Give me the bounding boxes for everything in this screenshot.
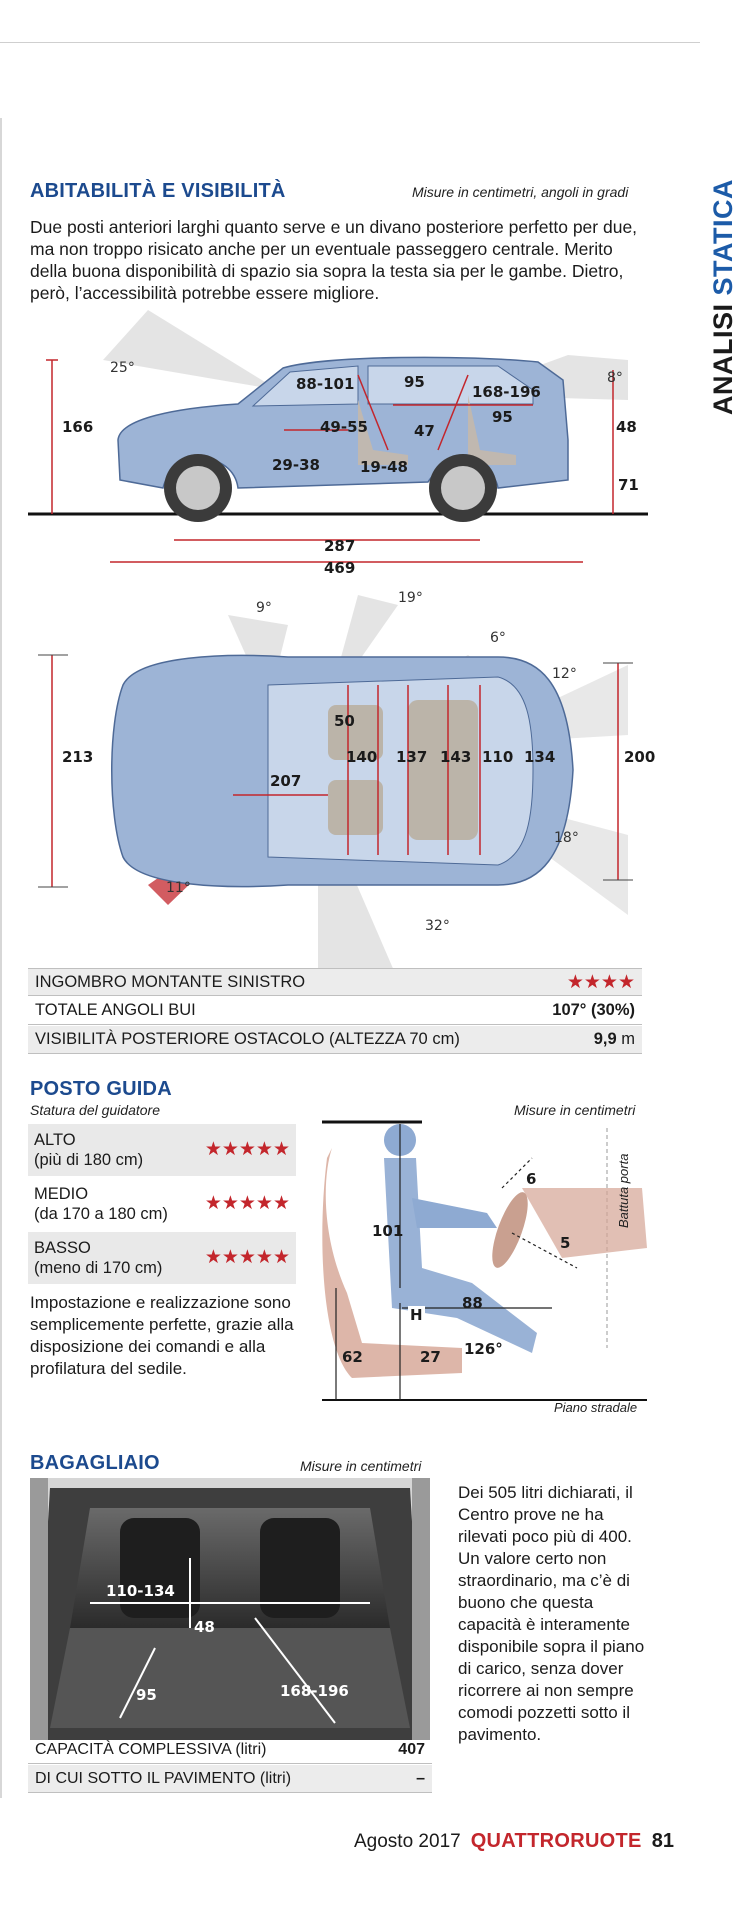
angle-front: 25° <box>110 360 135 376</box>
dim-134: 134 <box>524 748 556 766</box>
angle-19: 19° <box>398 590 423 606</box>
stats-row-angoli: TOTALE ANGOLI BUI 107° (30%) <box>28 997 642 1025</box>
posto-guida-subtitle: Statura del guidatore <box>30 1102 160 1118</box>
dim-seat-floor: 27 <box>420 1348 441 1366</box>
trunk-row-sotto: DI CUI SOTTO IL PAVIMENTO (litri) – <box>28 1765 432 1793</box>
magazine-logo: QUATTRORUOTE <box>470 1830 642 1852</box>
angle-9: 9° <box>256 600 272 616</box>
trunk-depth: 95 <box>136 1686 157 1704</box>
dim-steering-reach: 6 <box>526 1170 537 1188</box>
dim-headroom-front: 88-101 <box>296 375 355 393</box>
dim-front-seat-height: 49-55 <box>320 418 368 436</box>
dim-legroom-rear: 168-196 <box>472 383 541 401</box>
rating-row-alto: ALTO (più di 180 cm) ★★★★★ <box>28 1124 296 1176</box>
posto-guida-title: POSTO GUIDA <box>30 1078 172 1100</box>
rating-row-basso: BASSO (meno di 170 cm) ★★★★★ <box>28 1232 296 1284</box>
abitabilita-text: Due posti anteriori larghi quanto serve e un divano posteriore perfetto per due, ma non troppo risicato anche per un eventuale passeggero centrale. Merito della buona disponibilità di spazio sia sopra la testa sia per le gambe. Dietro, però, l’accessibilità potrebbe essere migliore. <box>30 217 638 303</box>
dim-front-cushion: 29-38 <box>272 456 320 474</box>
left-margin-rule <box>0 118 2 1798</box>
car-top-diagram <box>28 585 648 980</box>
dim-rear-cushion: 19-48 <box>360 458 408 476</box>
dim-50: 50 <box>334 712 355 730</box>
bagagliaio-title: BAGAGLIAIO <box>30 1452 160 1474</box>
angle-11: 11° <box>166 880 191 896</box>
dim-length: 469 <box>324 559 356 577</box>
front-view-ray <box>103 310 278 390</box>
stars-rating: ★★★★ <box>566 971 635 993</box>
rating-row-medio: MEDIO (da 170 a 180 cm) ★★★★★ <box>34 1185 290 1223</box>
stats-row-montante: INGOMBRO MONTANTE SINISTRO ★★★★ <box>28 968 642 996</box>
dim-driver-headroom: 101 <box>372 1222 404 1240</box>
dim-140: 140 <box>346 748 378 766</box>
trunk-row-capacita: CAPACITÀ COMPLESSIVA (litri) 407 <box>28 1736 432 1764</box>
posto-guida-text: Impostazione e realizzazione sono semplicemente perfette, grazie alla disposizione dei comandi e alla profilatura del sedile. <box>30 1293 294 1378</box>
stars-rating: ★★★★★ <box>204 1139 290 1160</box>
page-number: 81 <box>651 1830 674 1852</box>
trunk-length: 168-196 <box>280 1682 349 1700</box>
angle-6: 6° <box>490 630 506 646</box>
trunk-height: 48 <box>194 1618 215 1636</box>
angle-32: 32° <box>425 918 450 934</box>
stars-rating: ★★★★★ <box>204 1193 290 1214</box>
dim-width-rear: 200 <box>624 748 656 766</box>
h-point-label: H <box>410 1306 423 1324</box>
door-label: Battuta porta <box>616 1153 631 1228</box>
angle-18: 18° <box>554 830 579 846</box>
road-label: Piano stradale <box>554 1400 638 1415</box>
dim-110: 110 <box>482 748 514 766</box>
stats-row-visibilita: VISIBILITÀ POSTERIORE OSTACOLO (ALTEZZA 70 cm) 9,9 m <box>28 1026 642 1054</box>
posto-guida-note: Misure in centimetri <box>514 1102 636 1118</box>
angle-12: 12° <box>552 666 577 682</box>
driver-silhouette <box>384 1158 537 1353</box>
dim-seat-back: 95 <box>492 408 513 426</box>
dim-rear-seat: 47 <box>414 422 435 440</box>
page-footer <box>354 1830 674 1853</box>
footer-month: Agosto 2017 <box>354 1831 461 1852</box>
trunk-width: 110-134 <box>106 1582 175 1600</box>
dim-steering-adjust: 5 <box>560 1234 571 1252</box>
dim-143: 143 <box>440 748 472 766</box>
driver-position-diagram <box>322 1118 647 1418</box>
top-rule <box>0 42 700 43</box>
abitabilita-note: Misure in centimetri, angoli in gradi <box>412 184 629 200</box>
bagagliaio-note: Misure in centimetri <box>300 1458 422 1474</box>
dim-leg-length: 88 <box>462 1294 483 1312</box>
section-side-title: ANALISI STATICA <box>708 179 738 415</box>
dim-rear-height: 48 <box>616 418 637 436</box>
dim-knee-angle: 126° <box>464 1340 503 1358</box>
dim-137: 137 <box>396 748 428 766</box>
dim-headroom-rear: 95 <box>404 373 425 391</box>
trunk-photo <box>30 1478 430 1740</box>
dim-ground-clearance: 71 <box>618 476 639 494</box>
dim-width-mirrors: 213 <box>62 748 94 766</box>
bagagliaio-text: Dei 505 litri dichiarati, il Centro prove ne ha rilevati poco più di 400. Un valore certo non straordinario, ma c’è di buono che questa capacità è interamente disponibile sopra il piano di carico, senza dover ricorrere ai non sempre comodi pozzetti sotto il pavimento. <box>458 1483 645 1744</box>
dim-wheelbase: 287 <box>324 537 356 555</box>
dim-seat-ground: 62 <box>342 1348 363 1366</box>
dim-height-total: 166 <box>62 418 94 436</box>
dim-207: 207 <box>270 772 302 790</box>
angle-rear: 8° <box>607 370 623 386</box>
stars-rating: ★★★★★ <box>204 1247 290 1268</box>
abitabilita-title: ABITABILITÀ E VISIBILITÀ <box>30 180 286 202</box>
